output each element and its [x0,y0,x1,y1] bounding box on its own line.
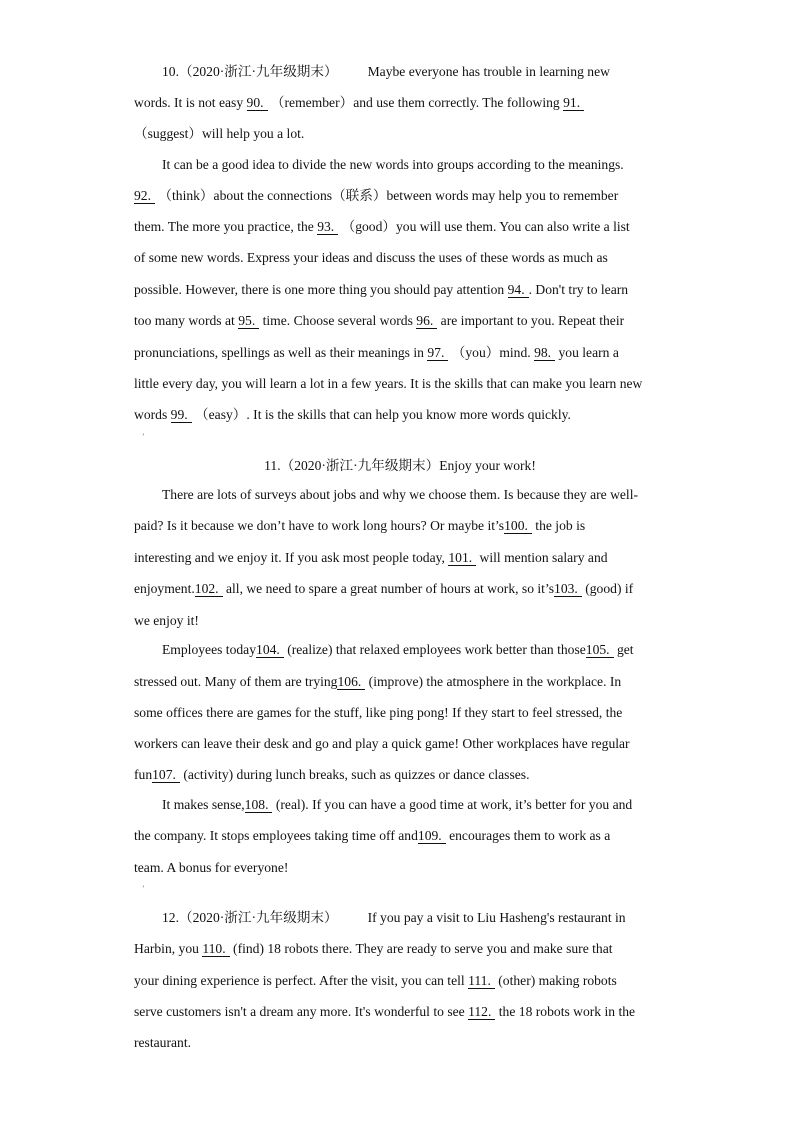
text-segment: words. It is not easy [134,95,247,110]
text-segment: some offices there are games for the stuff, like ping pong! If they start to feel stressed, the [134,705,623,720]
text-segment: encourages them to work as a [445,828,611,843]
text-segment: paid? Is it because we don’t have to work long hours? Or maybe it’s [134,518,505,533]
text-segment: too many words at [134,313,239,328]
text-segment: pronunciations, spellings as well as their meanings in [134,345,428,360]
q11-line [134,766,529,784]
q10-line [134,94,584,112]
answer-blank: 94. [508,282,529,298]
q11-line [162,486,638,504]
text-segment: (realize) that relaxed employees work better than those [283,642,586,657]
text-segment: the job is [531,518,586,533]
text-segment: （remember）and use them correctly. The following [267,95,564,110]
answer-blank: 111. [468,973,495,989]
text-segment: the company. It stops employees taking time off and [134,828,418,843]
text-segment: (good) if [581,581,634,596]
answer-blank: 103. [554,581,582,597]
answer-blank: 97. [427,345,448,361]
text-segment: (find) 18 robots there. They are ready to serve you and make sure that [229,941,613,956]
q11-line [134,517,585,535]
q10-line [134,344,619,362]
q11-line [134,735,630,753]
answer-blank: 104. [256,642,284,658]
text-segment: 10.（2020·浙江·九年级期末） [162,64,338,79]
q12-line [134,1034,191,1052]
answer-blank: 102. [195,581,223,597]
q12-line [162,909,626,927]
q10-line [134,406,571,424]
answer-blank: 106. [337,674,365,690]
q11-line [162,641,634,659]
answer-blank: 100. [504,518,532,534]
text-segment: There are lots of surveys about jobs and why we choose them. Is because they are well- [162,487,639,502]
answer-blank: 105. [586,642,614,658]
text-segment: Employees today [162,642,257,657]
q10-line [162,63,610,81]
q10-line [134,218,630,236]
text-segment: fun [134,767,153,782]
answer-blank: 110. [202,941,229,957]
answer-blank: 99. [171,407,192,423]
answer-blank: 107. [152,767,180,783]
answer-blank: 90. [247,95,268,111]
text-segment: get [613,642,634,657]
text-segment: enjoyment. [134,581,195,596]
q10-line [134,312,624,330]
text-segment: （you）mind. [448,345,535,360]
text-segment: team. A bonus for everyone! [134,860,289,875]
text-segment: the 18 robots work in the [495,1004,636,1019]
q11-line [134,859,288,877]
text-segment: we enjoy it! [134,613,199,628]
text-segment: stressed out. Many of them are trying [134,674,338,689]
text-segment: will mention salary and [476,550,608,565]
text-segment: all, we need to spare a great number of hours at work, so it’s [222,581,555,596]
text-segment: little every day, you will learn a lot in a few years. It is the skills that can make you learn new [134,376,643,391]
q11-line [134,673,621,691]
q10-line [134,125,304,143]
text-segment: （suggest）will help you a lot. [134,126,305,141]
text-segment: (other) making robots [494,973,617,988]
q12-line [134,972,617,990]
q11-title: 11.（2020·浙江·九年级期末）Enjoy your work! [264,458,536,473]
answer-blank: 101. [448,550,476,566]
q11-line [134,549,608,567]
text-segment: Harbin, you [134,941,203,956]
text-segment: them. The more you practice, the [134,219,318,234]
answer-blank: 92. [134,188,155,204]
answer-blank: 98. [534,345,555,361]
text-segment: workers can leave their desk and go and play a quick game! Other workplaces have regular [134,736,630,751]
text-segment: If you pay a visit to Liu Hasheng's restaurant in [367,910,626,925]
text-segment: （good）you will use them. You can also write a list [338,219,630,234]
q11-line [162,796,632,814]
text-segment: of some new words. Express your ideas and discuss the uses of these words as much as [134,250,608,265]
paragraph-mark: ʼ [142,432,145,441]
text-segment: （think）about the connections（联系）between words may help you to remember [155,188,619,203]
text-segment: (improve) the atmosphere in the workplace. In [365,674,622,689]
text-segment: . Don't try to learn [528,282,629,297]
text-segment: you learn a [555,345,619,360]
text-segment: time. Choose several words [259,313,417,328]
q10-line [162,156,624,174]
text-segment: It can be a good idea to divide the new words into groups according to the meanings. [162,157,624,172]
answer-blank: 93. [317,219,338,235]
text-segment: restaurant. [134,1035,191,1050]
answer-blank: 112. [468,1004,495,1020]
q11-line [134,827,610,845]
text-segment: (activity) during lunch breaks, such as quizzes or dance classes. [179,767,530,782]
answer-blank: 91. [563,95,584,111]
answer-blank: 108. [245,797,273,813]
text-segment: interesting and we enjoy it. If you ask most people today, [134,550,449,565]
text-segment: It makes sense, [162,797,245,812]
q10-line [134,249,608,267]
q12-line [134,940,613,958]
text-segment: possible. However, there is one more thing you should pay attention [134,282,508,297]
q10-line [134,281,628,299]
text-segment: 12.（2020·浙江·九年级期末） [162,910,338,925]
paragraph-mark: ʼ [142,884,145,893]
text-segment: （easy）. It is the skills that can help you know more words quickly. [191,407,571,422]
q12-line [134,1003,635,1021]
text-segment: your dining experience is perfect. After the visit, you can tell [134,973,469,988]
q11-line [134,580,633,598]
q10-line [134,375,642,393]
answer-blank: 95. [238,313,259,329]
q11-line [134,612,199,630]
answer-blank: 109. [418,828,446,844]
text-segment: words [134,407,171,422]
text-segment: are important to you. Repeat their [437,313,625,328]
answer-blank: 96. [416,313,437,329]
q11-line [134,704,622,722]
text-segment: Maybe everyone has trouble in learning new [367,64,610,79]
text-segment: serve customers isn't a dream any more. It's wonderful to see [134,1004,469,1019]
q10-line [134,187,618,205]
text-segment: (real). If you can have a good time at work, it’s better for you and [272,797,633,812]
